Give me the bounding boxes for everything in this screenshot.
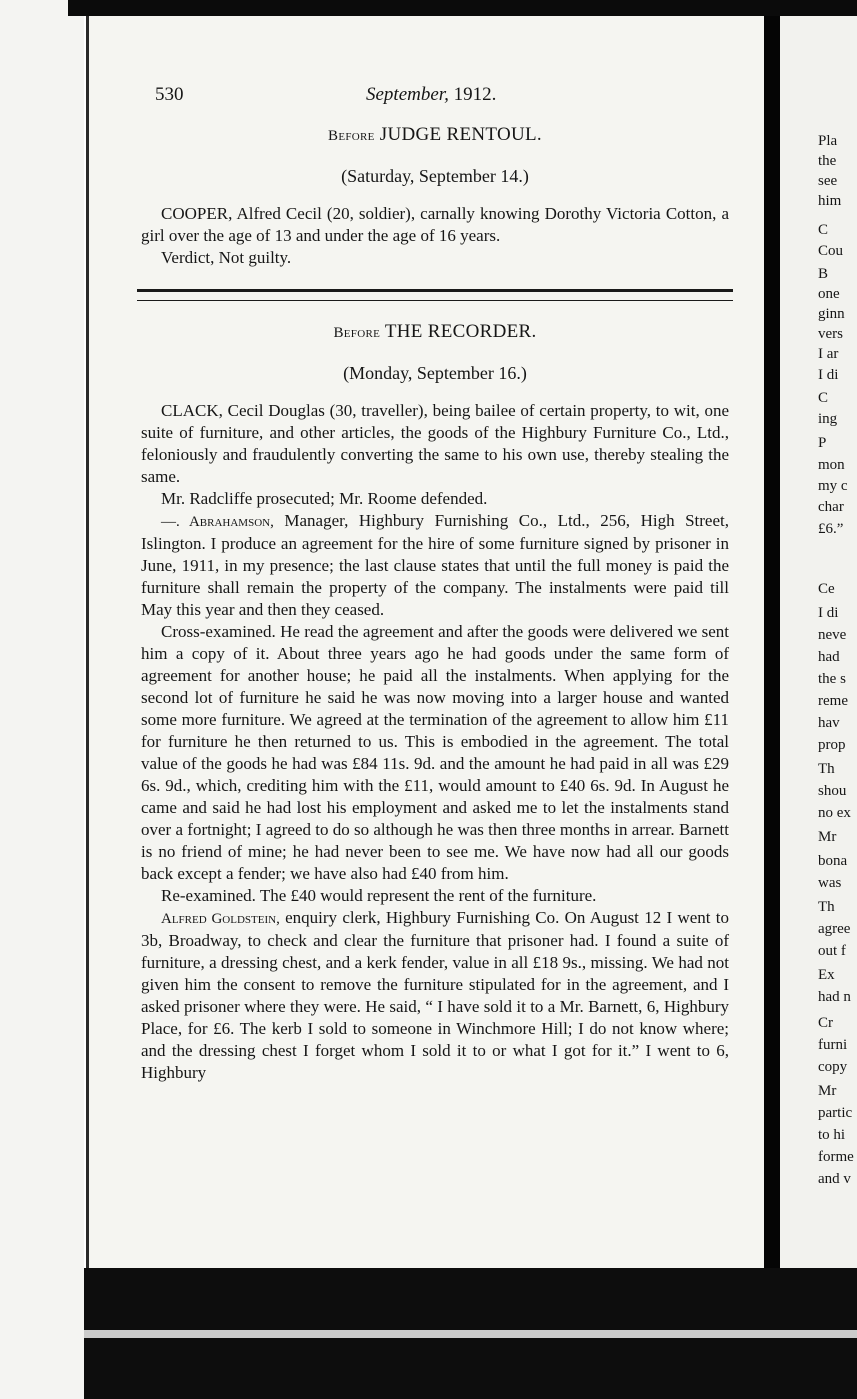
facing-page-fragment: Cr — [818, 1015, 833, 1031]
page-content — [141, 80, 729, 1084]
witness-testimony — [141, 510, 729, 621]
running-head-year: 1912. — [453, 84, 497, 105]
facing-page-fragment: reme — [818, 693, 848, 709]
section-heading-recorder — [141, 321, 729, 343]
facing-page-fragment: Cou — [818, 243, 844, 259]
facing-page-fragment: copy — [818, 1059, 848, 1075]
case-paragraph: CLACK, Cecil Douglas (30, traveller), being bailee of certain property, to wit, one suite of furniture, and other articles, the goods of the Highbury Furniture Co., Ltd., feloniously and fraudulently converting the same to his own use, thereby stealing the same. — [141, 401, 729, 486]
heading-name: JUDGE RENTOUL. — [379, 124, 542, 145]
facing-page-fragment: the — [818, 153, 837, 169]
running-head-month: September, — [366, 84, 449, 105]
re-examination-paragraph: Re-examined. The £40 would represent the rent of the furniture. — [161, 886, 597, 905]
facing-page-fragment: my c — [818, 478, 848, 494]
facing-page-fragment: neve — [818, 627, 847, 643]
facing-page-fragment: Ex — [818, 967, 835, 983]
facing-page-fragment: forme — [818, 1149, 854, 1165]
facing-page-fragment: Pla — [818, 133, 838, 149]
facing-page-fragment: mon — [818, 457, 845, 473]
facing-page-fragment: had n — [818, 989, 851, 1005]
facing-page-fragment: out f — [818, 943, 846, 959]
facing-page-fragment: P — [818, 435, 827, 451]
heading-name: THE RECORDER. — [384, 321, 537, 342]
cross-examination-paragraph: Cross-examined. He read the agreement and after the goods were delivered we sent him a copy of it. About three years ago he had goods under the same form of agreement for another house; he paid all the instalments. When applying for the second lot of furniture he said he was now moving into a larger house and wanted some more furniture. We agreed at the termination of the agreement to allow him £11 for furniture he then returned to us. This is embodied in the agreement. The total value of the goods he had was £84 11s. 9d. and the amount he had paid in all was £29 6s. 9d., which, crediting him with the £11, would amount to £40 6s. 9d. In August he came and said he had lost his employment and asked me to let the instalments stand over a fortnight; I agreed to do so although he was then three months in arrear. Barnett is no friend of mine; he had never been to see me. We have now had all our goods back except a fender; we have also had £40 from him. — [141, 622, 729, 883]
facing-page-fragment: one — [818, 286, 840, 302]
facing-page-fragment: Mr — [818, 829, 837, 845]
facing-page-fragment: had — [818, 649, 840, 665]
facing-page-fragment: C — [818, 222, 829, 238]
section-divider-rule — [137, 289, 733, 301]
heading-prefix: Before — [328, 128, 375, 144]
running-head — [141, 80, 729, 114]
facing-page-fragment: see — [818, 173, 838, 189]
facing-page-fragment: shou — [818, 783, 847, 799]
facing-page-fragment: hav — [818, 715, 840, 731]
facing-page-fragment: Th — [818, 761, 835, 777]
page-number: 530 — [155, 84, 184, 105]
scan-bottom-strip — [84, 1330, 857, 1338]
facing-page-fragment: C — [818, 390, 829, 406]
heading-prefix: Before — [333, 325, 381, 341]
facing-page-fragment: £6.” — [818, 521, 844, 537]
facing-page-fragment: char — [818, 499, 844, 515]
facing-page-fragment: agree — [818, 921, 851, 937]
running-head-date — [366, 84, 496, 106]
facing-page-fragment: I di — [818, 367, 839, 383]
sitting-date: (Saturday, September 14.) — [341, 166, 529, 186]
facing-page-fragment: was — [818, 875, 842, 891]
facing-page-fragment: and v — [818, 1171, 851, 1187]
witness-testimony — [141, 907, 729, 1084]
witness-text: Manager, Highbury Furnishing Co., Ltd., 256, High Street, Islington. I produce an agreement for the hire of some furniture signed by prisoner in June, 1911, in my presence; the last clause states that until the full money is paid the furniture shall remain the property of the company. The instalments were paid till May this year and then they ceased. — [141, 511, 729, 619]
facing-page-fragment: no ex — [818, 805, 851, 821]
facing-page-fragment: Mr — [818, 1083, 837, 1099]
facing-page-fragment: the s — [818, 671, 846, 687]
sitting-date: (Monday, September 16.) — [343, 363, 527, 383]
book-gutter — [764, 16, 780, 1268]
book-page — [86, 16, 764, 1268]
facing-page-fragment: furni — [818, 1037, 848, 1053]
facing-page — [780, 16, 857, 1268]
facing-page-fragment: ing — [818, 411, 838, 427]
facing-page-fragment: bona — [818, 853, 848, 869]
witness-text: enquiry clerk, Highbury Furnishing Co. On August 12 I went to 3b, Broadway, to check and clear the furniture that prisoner had. I found a suite of furniture, a dressing chest, and a kerk fender, value in all £18 9s., missing. We had not given him the consent to remove the furniture stipulated for in the agreement, and I asked prisoner where they were. He said, “ I have sold it to a Mr. Barnett, 6, Highbury Place, for £6. The kerb I sold to someone in Winchmore Hill; I do not know where; and the dressing chest I forget whom I sold it to or what I got for it.” I went to 6, Highbury — [141, 908, 730, 1082]
witness-name: Alfred Goldstein, — [161, 911, 280, 927]
facing-page-fragment: Ce — [818, 581, 835, 597]
facing-page-fragment: to hi — [818, 1127, 846, 1143]
facing-page-fragment: him — [818, 193, 842, 209]
facing-page-fragment: I ar — [818, 346, 839, 362]
verdict-paragraph: Verdict, Not guilty. — [161, 248, 292, 267]
facing-page-fragment: partic — [818, 1105, 853, 1121]
witness-name: —. Abrahamson, — [161, 514, 274, 530]
facing-page-fragment: Th — [818, 899, 835, 915]
facing-page-fragment: B — [818, 266, 829, 282]
counsel-paragraph: Mr. Radcliffe prosecuted; Mr. Roome defended. — [161, 489, 488, 508]
facing-page-fragment: ginn — [818, 306, 845, 322]
scan-background-left — [0, 0, 84, 1399]
facing-page-fragment: prop — [818, 737, 846, 753]
case-paragraph: COOPER, Alfred Cecil (20, soldier), carnally knowing Dorothy Victoria Cotton, a girl over the age of 13 and under the age of 16 years. — [141, 204, 729, 245]
section-heading-judge — [141, 124, 729, 146]
facing-page-fragment: vers — [818, 326, 843, 342]
scan-top-edge — [68, 0, 857, 16]
facing-page-fragment: I di — [818, 605, 839, 621]
